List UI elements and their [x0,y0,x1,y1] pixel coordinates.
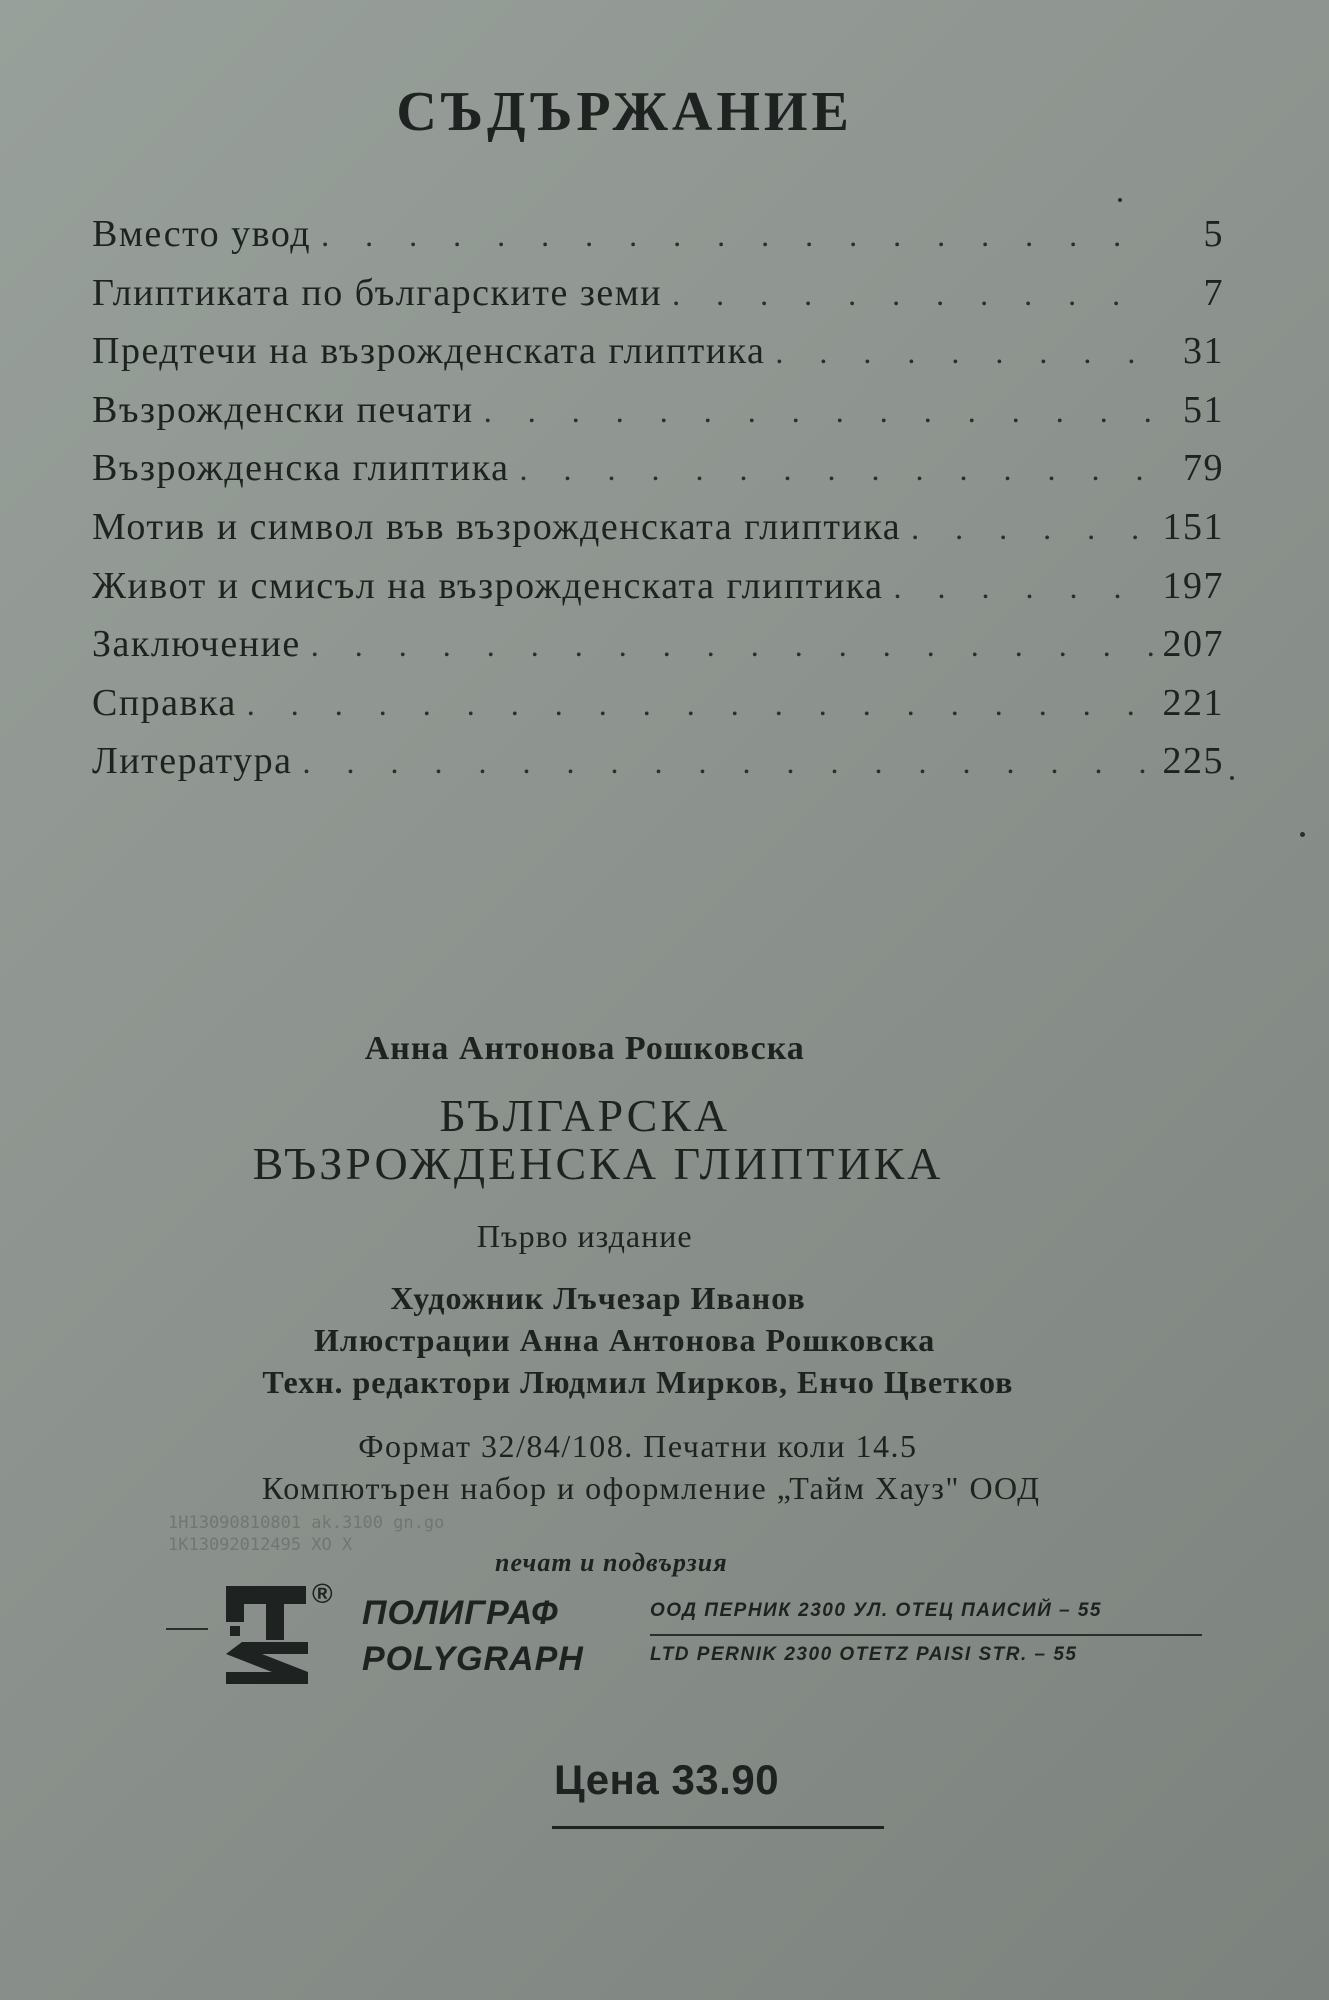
toc-entry [92,388,1224,447]
toc-leader-dots [321,217,1154,254]
stamp-line-2: 1K13092012495 XO X [168,1535,353,1555]
registered-mark: ® [312,1578,333,1609]
printer-address-bg: ООД ПЕРНИК 2300 УЛ. ОТЕЦ ПАИСИЙ – 55 [650,1600,1102,1621]
typesetting-info: Компютърен набор и оформление „Тайм Хауз" ООД [262,1470,1041,1506]
toc-entry-label: Възрожденски печати [92,388,474,431]
book-title-line-2: ВЪЗРОЖДЕНСКА ГЛИПТИКА [252,1138,944,1189]
format-info: Формат 32/84/108. Печатни коли 14.5 [358,1428,918,1464]
toc-leader-dots [311,627,1153,664]
divider [650,1634,1202,1636]
toc-leader-dots [775,334,1154,371]
toc-entry-label: Заключение [92,623,301,666]
toc-entry-page: 197 [1162,564,1224,607]
printer-block [166,1578,1216,1692]
toc-entry [92,681,1224,740]
printer-address-en: LTD PERNIK 2300 OTETZ PAISI STR. – 55 [650,1644,1078,1665]
print-and-binding-label: печат и подвързия [495,1548,728,1577]
paper-speck [1118,198,1122,202]
polygraph-logo-icon [222,1582,312,1688]
toc-leader-dots [672,276,1154,313]
toc-entry-page: 221 [1162,681,1224,724]
divider [166,1628,208,1630]
table-of-contents [92,212,1224,798]
price: Цена 33.90 [554,1756,780,1803]
toc-entry-label: Вместо увод [92,213,312,255]
toc-entry-page: 207 [1162,623,1224,666]
toc-leader-dots [484,393,1154,430]
toc-entry-page: 7 [1203,271,1224,314]
toc-entry-label: Мотив и символ във възрожденската глиптика [92,505,902,548]
toc-entry-page: 225 [1162,740,1224,783]
toc-entry-label: Възрожденска глиптика [92,447,510,490]
toc-entry-label: Справка [92,681,237,724]
toc-entry [92,212,1224,271]
toc-entry-label: Живот и смисъл на възрожденската глиптика [92,564,884,607]
toc-entry [92,271,1224,330]
edition: Първо издание [476,1218,693,1254]
paper-speck [1300,832,1305,837]
printer-name-en: POLYGRAPH [362,1640,584,1678]
paper-speck [1230,776,1234,780]
book-title-line-1: БЪЛГАРСКА [439,1090,731,1141]
toc-entry-page: 51 [1183,388,1224,431]
toc-leader-dots [894,569,1153,606]
toc-entry [92,505,1224,564]
toc-entry [92,622,1224,681]
toc-entry [92,564,1224,623]
toc-entry [92,329,1224,388]
toc-leader-dots [519,451,1154,488]
toc-entry-page: 79 [1183,447,1224,490]
toc-title: СЪДЪРЖАНИЕ [396,81,853,143]
toc-entry-label: Предтечи на възрожденската глиптика [92,330,766,373]
toc-entry [92,739,1224,798]
toc-leader-dots [247,686,1153,723]
author-name: Анна Антонова Рошковска [364,1030,805,1067]
toc-entry [92,446,1224,505]
artist-credit: Художник Лъчезар Иванов [390,1280,806,1316]
toc-entry-label: Литература [92,740,293,783]
toc-entry-page: 5 [1203,213,1224,255]
toc-leader-dots [911,510,1152,547]
illustrations-credit: Илюстрации Анна Антонова Рошковска [313,1322,936,1358]
price-underline [552,1826,884,1829]
toc-entry-page: 31 [1183,330,1224,373]
tech-editors-credit: Техн. редактори Людмил Мирков, Енчо Цветков [262,1364,1014,1400]
toc-entry-page: 151 [1162,505,1224,548]
printer-name-bg: ПОЛИГРАФ [362,1594,559,1632]
toc-leader-dots [302,744,1152,781]
stamp-line-1: 1H13090810801 ak.3100 gn.go [168,1513,445,1533]
toc-entry-label: Глиптиката по българските земи [92,271,663,314]
